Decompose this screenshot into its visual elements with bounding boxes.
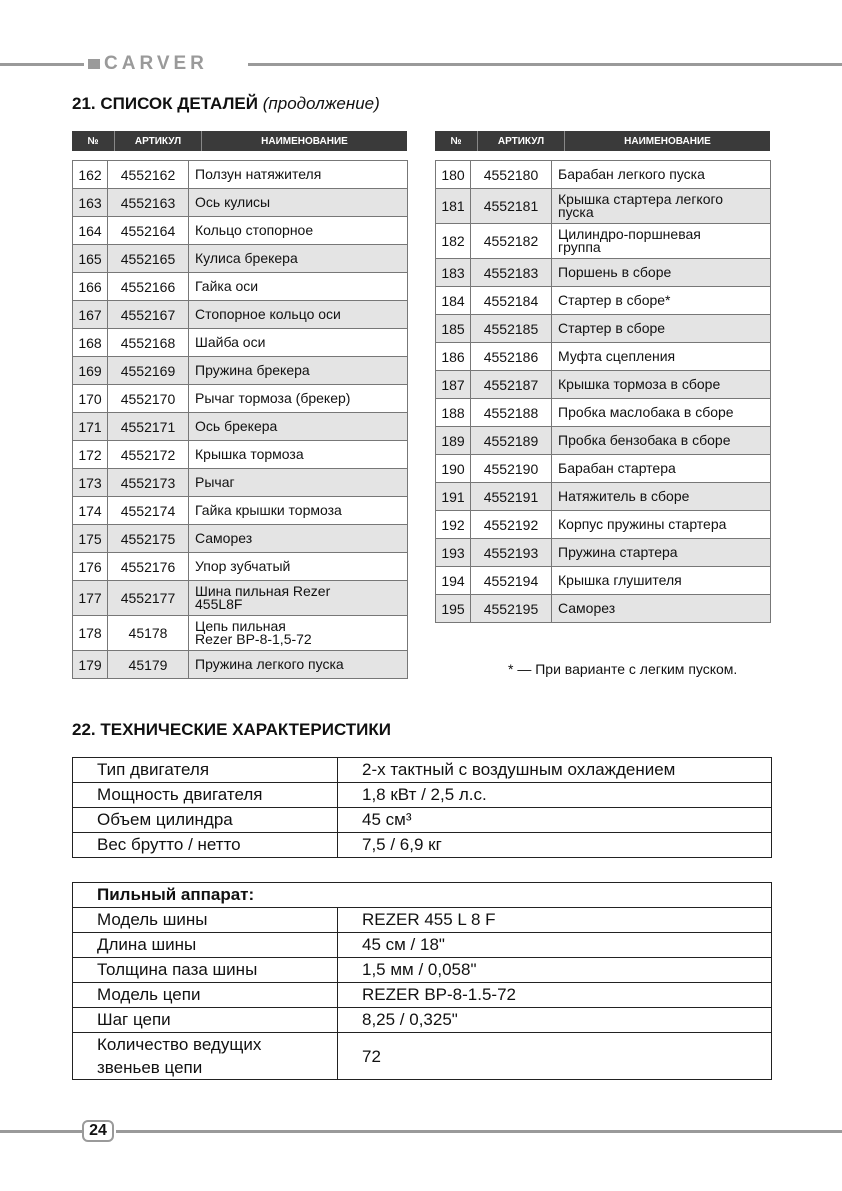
col-article-header: АРТИКУЛ <box>115 131 202 151</box>
part-article: 4552186 <box>471 343 552 371</box>
part-row <box>436 259 771 287</box>
part-row <box>73 525 408 553</box>
part-name: Ползун натяжителя <box>189 161 408 189</box>
spec-value: 45 см / 18" <box>338 933 772 958</box>
part-name: Стопорное кольцо оси <box>189 301 408 329</box>
part-article: 4552170 <box>108 385 189 413</box>
left-table-header <box>72 131 407 151</box>
part-article: 4552163 <box>108 189 189 217</box>
col-article-header: АРТИКУЛ <box>478 131 565 151</box>
spec-value: REZER BP-8-1.5-72 <box>338 983 772 1008</box>
spec-label: Мощность двигателя <box>73 783 338 808</box>
part-number: 191 <box>436 483 471 511</box>
part-number: 169 <box>73 357 108 385</box>
spec-value: 8,25 / 0,325" <box>338 1008 772 1033</box>
part-row <box>73 217 408 245</box>
section-21-heading: 21. СПИСОК ДЕТАЛЕЙ <box>72 94 258 113</box>
part-number: 175 <box>73 525 108 553</box>
part-name: Поршень в сборе <box>552 259 771 287</box>
page-number: 24 <box>82 1120 114 1142</box>
part-name: Кулиса брекера <box>189 245 408 273</box>
part-name: Кольцо стопорное <box>189 217 408 245</box>
part-name: Пружина легкого пуска <box>189 651 408 679</box>
part-name: Шина пильная Rezer 455L8F <box>189 581 408 616</box>
part-article: 4552190 <box>471 455 552 483</box>
spec-row <box>73 908 772 933</box>
part-number: 172 <box>73 441 108 469</box>
part-article: 4552166 <box>108 273 189 301</box>
spec-row <box>73 983 772 1008</box>
part-name: Пробка бензобака в сборе <box>552 427 771 455</box>
part-row <box>436 189 771 224</box>
part-number: 184 <box>436 287 471 315</box>
part-number: 187 <box>436 371 471 399</box>
part-row <box>73 441 408 469</box>
part-article: 4552193 <box>471 539 552 567</box>
part-name: Цепь пильная Rezer BP-8-1,5-72 <box>189 616 408 651</box>
part-article: 4552173 <box>108 469 189 497</box>
footer-rule-left <box>0 1130 82 1133</box>
part-article: 4552176 <box>108 553 189 581</box>
part-number: 171 <box>73 413 108 441</box>
part-row <box>73 161 408 189</box>
logo-mark <box>88 59 100 69</box>
part-article: 4552192 <box>471 511 552 539</box>
part-number: 168 <box>73 329 108 357</box>
part-number: 189 <box>436 427 471 455</box>
header-rule-left <box>0 63 84 66</box>
header-rule-right <box>248 63 842 66</box>
part-article: 4552181 <box>471 189 552 224</box>
spec-label: Вес брутто / нетто <box>73 833 338 858</box>
part-number: 178 <box>73 616 108 651</box>
spec-label: Объем цилиндра <box>73 808 338 833</box>
part-row <box>73 469 408 497</box>
part-row <box>73 616 408 651</box>
part-name: Цилиндро-поршневая группа <box>552 224 771 259</box>
part-name: Пружина брекера <box>189 357 408 385</box>
part-article: 4552184 <box>471 287 552 315</box>
part-name: Гайка крышки тормоза <box>189 497 408 525</box>
spec-label: Тип двигателя <box>73 758 338 783</box>
part-row <box>73 385 408 413</box>
part-article: 4552175 <box>108 525 189 553</box>
spec-row <box>73 1033 772 1080</box>
part-number: 176 <box>73 553 108 581</box>
spec-value: 1,8 кВт / 2,5 л.с. <box>338 783 772 808</box>
part-article: 45179 <box>108 651 189 679</box>
part-name: Ось брекера <box>189 413 408 441</box>
part-name: Крышка глушителя <box>552 567 771 595</box>
section-22-title: 22. ТЕХНИЧЕСКИЕ ХАРАКТЕРИСТИКИ <box>72 720 391 739</box>
part-name: Саморез <box>189 525 408 553</box>
part-article: 4552177 <box>108 581 189 616</box>
part-row <box>436 567 771 595</box>
part-name: Саморез <box>552 595 771 623</box>
spec-value: 45 см³ <box>338 808 772 833</box>
part-article: 4552162 <box>108 161 189 189</box>
part-row <box>436 399 771 427</box>
spec-value: 1,5 мм / 0,058" <box>338 958 772 983</box>
part-article: 4552169 <box>108 357 189 385</box>
part-name: Муфта сцепления <box>552 343 771 371</box>
part-name: Рычаг тормоза (брекер) <box>189 385 408 413</box>
part-name: Стартер в сборе <box>552 315 771 343</box>
part-row <box>73 553 408 581</box>
saw-header: Пильный аппарат: <box>73 883 772 908</box>
spec-label: Модель шины <box>73 908 338 933</box>
part-name: Шайба оси <box>189 329 408 357</box>
part-number: 167 <box>73 301 108 329</box>
part-number: 163 <box>73 189 108 217</box>
part-number: 182 <box>436 224 471 259</box>
part-number: 186 <box>436 343 471 371</box>
part-article: 4552174 <box>108 497 189 525</box>
part-name: Ось кулисы <box>189 189 408 217</box>
part-number: 185 <box>436 315 471 343</box>
col-name-header: НАИМЕНОВАНИЕ <box>261 135 348 147</box>
saw-header-row <box>73 883 772 908</box>
part-number: 188 <box>436 399 471 427</box>
col-num-header: № <box>72 131 115 151</box>
part-article: 4552171 <box>108 413 189 441</box>
parts-table-right <box>435 160 771 623</box>
part-number: 166 <box>73 273 108 301</box>
part-row <box>436 539 771 567</box>
part-name: Натяжитель в сборе <box>552 483 771 511</box>
spec-row <box>73 783 772 808</box>
spec-value: 7,5 / 6,9 кг <box>338 833 772 858</box>
spec-row <box>73 958 772 983</box>
part-name: Барабан стартера <box>552 455 771 483</box>
part-article: 4552185 <box>471 315 552 343</box>
col-name-header: НАИМЕНОВАНИЕ <box>624 135 711 147</box>
part-name: Пробка маслобака в сборе <box>552 399 771 427</box>
part-row <box>73 245 408 273</box>
part-number: 181 <box>436 189 471 224</box>
spec-label: Шаг цепи <box>73 1008 338 1033</box>
part-row <box>436 483 771 511</box>
part-article: 4552167 <box>108 301 189 329</box>
part-row <box>73 273 408 301</box>
part-article: 4552195 <box>471 595 552 623</box>
part-article: 4552189 <box>471 427 552 455</box>
part-number: 193 <box>436 539 471 567</box>
part-number: 194 <box>436 567 471 595</box>
part-article: 4552172 <box>108 441 189 469</box>
part-article: 4552187 <box>471 371 552 399</box>
part-row <box>73 651 408 679</box>
part-row <box>73 357 408 385</box>
part-row <box>73 497 408 525</box>
part-number: 177 <box>73 581 108 616</box>
footnote: * — При варианте с легким пуском. <box>508 661 738 677</box>
part-row <box>73 413 408 441</box>
spec-row <box>73 1008 772 1033</box>
brand-logo <box>88 55 208 73</box>
part-row <box>436 224 771 259</box>
part-name: Крышка тормоза в сборе <box>552 371 771 399</box>
part-name: Рычаг <box>189 469 408 497</box>
part-row <box>436 595 771 623</box>
part-article: 45178 <box>108 616 189 651</box>
spec-value: 2-х тактный с воздушным охлаждением <box>338 758 772 783</box>
spec-label: Длина шины <box>73 933 338 958</box>
part-number: 173 <box>73 469 108 497</box>
part-name: Гайка оси <box>189 273 408 301</box>
spec-row <box>73 933 772 958</box>
part-row <box>73 329 408 357</box>
part-number: 190 <box>436 455 471 483</box>
part-name: Стартер в сборе* <box>552 287 771 315</box>
part-row <box>436 371 771 399</box>
col-num-header: № <box>435 131 478 151</box>
part-name: Корпус пружины стартера <box>552 511 771 539</box>
part-name: Упор зубчатый <box>189 553 408 581</box>
footer-rule-right <box>116 1130 842 1133</box>
part-article: 4552188 <box>471 399 552 427</box>
part-number: 195 <box>436 595 471 623</box>
spec-label: Толщина паза шины <box>73 958 338 983</box>
part-number: 192 <box>436 511 471 539</box>
part-name: Крышка стартера легкого пуска <box>552 189 771 224</box>
part-number: 170 <box>73 385 108 413</box>
saw-specs-table <box>72 882 772 1080</box>
spec-value: REZER 455 L 8 F <box>338 908 772 933</box>
part-row <box>436 161 771 189</box>
spec-row <box>73 758 772 783</box>
part-row <box>436 455 771 483</box>
part-row <box>436 511 771 539</box>
part-name: Крышка тормоза <box>189 441 408 469</box>
part-article: 4552183 <box>471 259 552 287</box>
part-row <box>73 189 408 217</box>
part-article: 4552165 <box>108 245 189 273</box>
section-21-title <box>72 94 380 114</box>
part-number: 165 <box>73 245 108 273</box>
part-article: 4552182 <box>471 224 552 259</box>
part-row <box>436 427 771 455</box>
part-name: Барабан легкого пуска <box>552 161 771 189</box>
part-article: 4552194 <box>471 567 552 595</box>
part-name: Пружина стартера <box>552 539 771 567</box>
part-row <box>436 343 771 371</box>
spec-label: Модель цепи <box>73 983 338 1008</box>
part-row <box>73 581 408 616</box>
brand-name: CARVER <box>104 53 208 74</box>
part-article: 4552164 <box>108 217 189 245</box>
right-table-header <box>435 131 770 151</box>
spec-row <box>73 833 772 858</box>
part-number: 183 <box>436 259 471 287</box>
part-row <box>436 315 771 343</box>
part-article: 4552191 <box>471 483 552 511</box>
part-article: 4552168 <box>108 329 189 357</box>
part-article: 4552180 <box>471 161 552 189</box>
section-21-subtitle: (продолжение) <box>262 94 380 113</box>
part-row <box>436 287 771 315</box>
part-number: 162 <box>73 161 108 189</box>
parts-table-left <box>72 160 408 679</box>
part-number: 174 <box>73 497 108 525</box>
part-number: 180 <box>436 161 471 189</box>
part-number: 179 <box>73 651 108 679</box>
part-row <box>73 301 408 329</box>
spec-label: Количество ведущих звеньев цепи <box>73 1033 338 1080</box>
part-number: 164 <box>73 217 108 245</box>
spec-row <box>73 808 772 833</box>
engine-specs-table <box>72 757 772 858</box>
spec-value: 72 <box>338 1033 772 1080</box>
